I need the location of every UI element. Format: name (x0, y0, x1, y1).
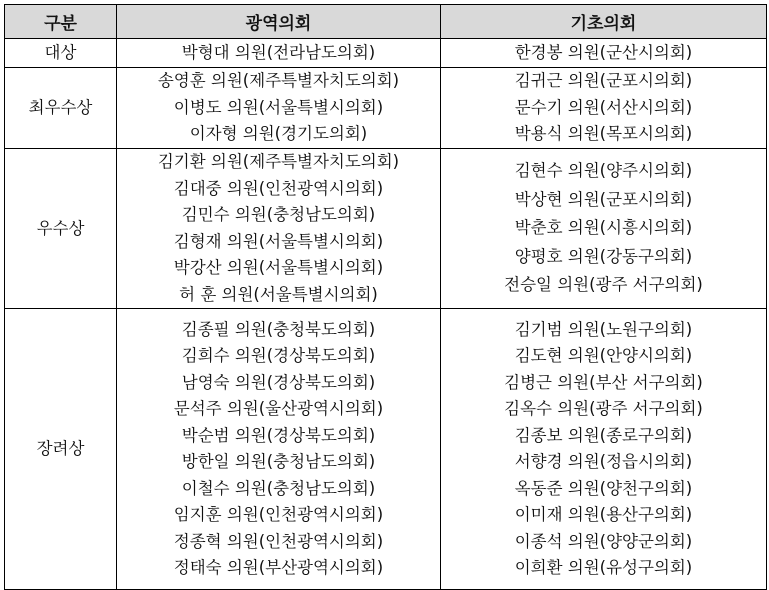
name-list (117, 149, 440, 308)
list-item: 김기범 의원(노원구의회) (514, 319, 693, 339)
table-row-encouragement (5, 309, 767, 590)
name-list (117, 39, 440, 67)
list-item: 김희수 의원(경상북도의회) (181, 346, 376, 365)
award-table (4, 4, 767, 590)
category-cell: 대상 (5, 39, 117, 68)
list-item: 정태숙 의원(부산광역시의회) (173, 558, 384, 577)
list-item: 문수기 의원(서산시의회) (514, 97, 693, 117)
list-item: 박용식 의원(목포시의회) (514, 124, 693, 144)
list-item: 김옥수 의원(광주 서구의회) (504, 399, 703, 418)
name-list (117, 68, 440, 148)
list-item: 박형대 의원(전라남도의회) (181, 43, 376, 62)
list-item: 허 훈 의원(서울특별시의회) (179, 284, 378, 304)
list-item: 김종보 의원(종로구의회) (514, 425, 693, 445)
list-item: 박강산 의원(서울특별시의회) (173, 258, 384, 277)
table-row-grand-prize (5, 39, 767, 68)
list-item: 양평호 의원(강동구의회) (514, 246, 693, 266)
header-metropolitan-council: 광역의회 (117, 5, 441, 39)
name-list (441, 157, 766, 300)
list-item: 김현수 의원(양주시의회) (514, 161, 693, 181)
list-item: 남영숙 의원(경상북도의회) (181, 372, 376, 392)
list-item: 김종필 의원(충청북도의회) (181, 319, 376, 339)
list-item: 박춘호 의원(시흥시의회) (514, 218, 693, 238)
list-item: 박순범 의원(경상북도의회) (181, 425, 376, 445)
list-item: 김병근 의원(부산 서구의회) (504, 372, 703, 392)
list-item: 이자형 의원(경기도의회) (189, 124, 368, 144)
name-list (441, 68, 766, 148)
metropolitan-cell (117, 149, 441, 309)
basic-cell (441, 68, 767, 149)
category-cell: 최우수상 (5, 68, 117, 149)
name-list (117, 317, 440, 582)
list-item: 서향경 의원(정읍시의회) (514, 452, 693, 471)
list-item: 이희환 의원(유성구의회) (514, 558, 693, 577)
metropolitan-cell (117, 39, 441, 68)
list-item: 방한일 의원(충청남도의회) (181, 452, 376, 471)
list-item: 김기환 의원(제주특별자치도의회) (157, 152, 400, 171)
list-item: 김대중 의원(인천광역시의회) (173, 178, 384, 198)
list-item: 이병도 의원(서울특별시의회) (173, 97, 384, 117)
category-cell: 우수상 (5, 149, 117, 309)
table-row-top-excellence (5, 68, 767, 149)
list-item: 한경봉 의원(군산시의회) (514, 43, 693, 62)
list-item: 전승일 의원(광주 서구의회) (504, 275, 703, 295)
list-item: 임지훈 의원(인천광역시의회) (173, 505, 384, 524)
name-list (441, 317, 766, 582)
basic-cell (441, 309, 767, 590)
list-item: 이미재 의원(용산구의회) (514, 505, 693, 524)
basic-cell (441, 39, 767, 68)
list-item: 송영훈 의원(제주특별자치도의회) (157, 71, 400, 91)
category-cell: 장려상 (5, 309, 117, 590)
list-item: 이종석 의원(양양군의회) (514, 531, 693, 551)
header-category: 구분 (5, 5, 117, 39)
list-item: 김도현 의원(안양시의회) (514, 346, 693, 365)
list-item: 김형재 의원(서울특별시의회) (173, 231, 384, 251)
list-item: 김귀근 의원(군포시의회) (514, 71, 693, 91)
list-item: 이철수 의원(충청남도의회) (181, 478, 376, 498)
name-list (441, 39, 766, 67)
list-item: 정종혁 의원(인천광역시의회) (173, 531, 384, 551)
metropolitan-cell (117, 68, 441, 149)
list-item: 김민수 의원(충청남도의회) (181, 205, 376, 224)
list-item: 옥동준 의원(양천구의회) (514, 478, 693, 498)
header-row (5, 5, 767, 39)
list-item: 문석주 의원(울산광역시의회) (173, 399, 384, 418)
header-basic-council: 기초의회 (441, 5, 767, 39)
table-row-excellence (5, 149, 767, 309)
metropolitan-cell (117, 309, 441, 590)
basic-cell (441, 149, 767, 309)
list-item: 박상현 의원(군포시의회) (514, 189, 693, 209)
